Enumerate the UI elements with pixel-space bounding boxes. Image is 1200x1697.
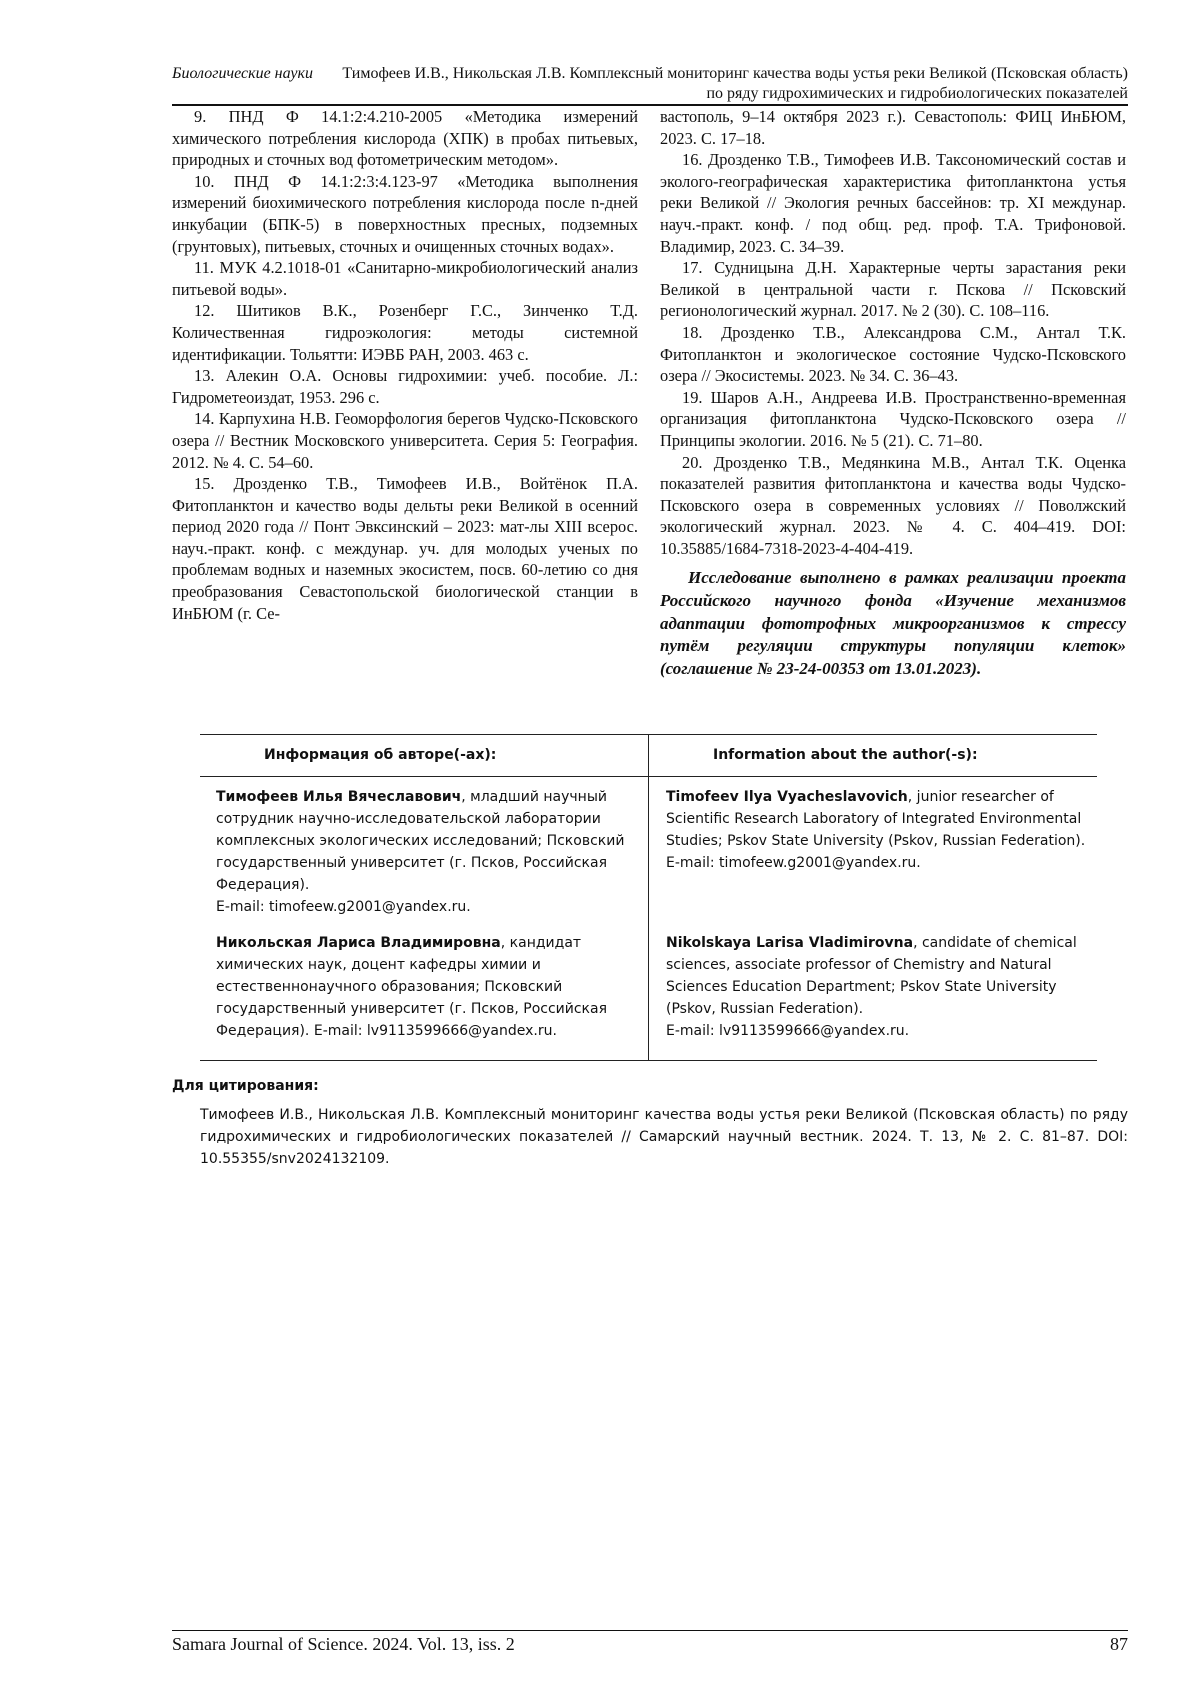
reference-19: 19. Шаров А.Н., Андреева И.В. Пространственно-временная организация фитопланктона Чудско-Псковского озера // Принципы экологии. 2016. № 5 (21). С. 71–80. [660, 387, 1126, 450]
running-header-title: Тимофеев И.В., Никольская Л.В. Комплексный мониторинг качества воды устья реки Великой (Псковская область) по ряду гидрохимических и гидробиологических показателей [342, 65, 1128, 102]
author-en-1 [666, 786, 1086, 874]
author-en-2 [666, 932, 1086, 1042]
author-details: , candidate of chemical sciences, associate professor of Chemistry and Natural Sciences Education Department; Pskov State University (Pskov, Russian Federation). [666, 935, 1077, 1017]
reference-10: 10. ПНД Ф 14.1:2:3:4.123-97 «Методика выполнения измерений биохимического потребления кислорода после n-дней инкубации (БПК-5) в поверхностных пресных, подземных (грунтовых), питьевых, сточных и очищенных сточных водах». [172, 171, 638, 256]
reference-20: 20. Дрозденко Т.В., Медянкина М.В., Антал Т.К. Оценка показателей развития фитопланктона и качества воды Чудско-Псковского озера в современных условиях // Поволжский экологический журнал. 2023. № 4. С. 404–419. DOI: 10.35885/1684-7318-2023-4-404-419. [660, 452, 1126, 558]
reference-14: 14. Карпухина Н.В. Геоморфология берегов Чудско-Псковского озера // Вестник Московского университета. Серия 5: География. 2012. № 4. С. 54–60. [172, 409, 638, 472]
reference-17: 17. Судницына Д.Н. Характерные черты зарастания реки Великой в центральной части г. Пскова // Псковский регионологический журнал. 2017. № 2 (30). С. 108–116. [660, 258, 1126, 321]
author-name: Тимофеев Илья Вячеславович [216, 789, 462, 805]
footer-divider [172, 1630, 1128, 1631]
author-info-table [200, 734, 1097, 1060]
running-header-section: Биологические науки [172, 65, 313, 82]
reference-18: 18. Дрозденко Т.В., Александрова С.М., Антал Т.К. Фитопланктон и экологическое состояние Чудско-Псковского озера // Экосистемы. 2023. № 34. С. 36–43. [660, 322, 1126, 386]
author-ru-1 [216, 786, 636, 918]
table-bottom-rule [200, 1060, 1097, 1061]
reference-15: 15. Дрозденко Т.В., Тимофеев И.В., Войтёнок П.А. Фитопланктон и качество воды дельты реки Великой в осенний период 2020 года // Понт Эвксинский – 2023: мат-лы XIII всерос. науч.-практ. конф. с междунар. уч. для молодых ученых по проблемам водных и наземных экосистем, посв. 60-летию со дня преобразования Севастопольской биологической станции в ИнБЮМ (г. Се- [172, 474, 638, 623]
author-name: Timofeev Ilya Vyacheslavovich [666, 789, 908, 805]
author-email: E-mail: lv9113599666@yandex.ru. [666, 1023, 910, 1039]
author-info-header-en: Information about the author(-s): [713, 747, 978, 763]
author-email: E-mail: timofeew.g2001@yandex.ru. [216, 899, 471, 915]
footer-journal: Samara Journal of Science. 2024. Vol. 13, iss. 2 [172, 1634, 515, 1654]
author-ru-2 [216, 932, 636, 1042]
page-number: 87 [1110, 1634, 1128, 1654]
reference-12: 12. Шитиков В.К., Розенберг Г.С., Зинченко Т.Д. Количественная гидроэкология: методы системной идентификации. Тольятти: ИЭВБ РАН, 2003. 463 с. [172, 301, 638, 364]
reference-16: 16. Дрозденко Т.В., Тимофеев И.В. Таксономический состав и эколого-географическая характеристика фитопланктона устья реки Великой // Экология речных бассейнов: тр. XI междунар. науч.-практ. конф. / под общ. ред. проф. Т.А. Трифоновой. Владимир, 2023. С. 34–39. [660, 150, 1126, 256]
citation-label: Для цитирования: [172, 1078, 319, 1094]
author-name: Никольская Лариса Владимировна [216, 935, 501, 951]
references-left-column [172, 106, 638, 624]
reference-15-continued: вастополь, 9–14 октября 2023 г.). Севастополь: ФИЦ ИнБЮМ, 2023. С. 17–18. [660, 107, 1126, 148]
citation-text: Тимофеев И.В., Никольская Л.В. Комплексный мониторинг качества воды устья реки Великой (Псковская область) по ряду гидрохимических и гидробиологических показателей // Самарский научный вестник. 2024. Т. 13, № 2. С. 81–87. DOI: 10.55355/snv2024132109. [200, 1107, 1128, 1167]
references-right-column [660, 106, 1126, 697]
funding-note: Исследование выполнено в рамках реализации проекта Российского научного фонда «Изучение механизмов адаптации фототрофных микроорганизмов к стрессу путём регуляции структуры популяции клеток» (соглашение № 23-24-00353 от 13.01.2023). [660, 568, 1126, 678]
author-email: E-mail: timofeew.g2001@yandex.ru. [666, 855, 921, 871]
author-name: Nikolskaya Larisa Vladimirovna [666, 935, 914, 951]
author-info-header-ru: Информация об авторе(-ах): [264, 747, 497, 763]
reference-11: 11. МУК 4.2.1018-01 «Санитарно-микробиологический анализ питьевой воды». [172, 258, 638, 299]
reference-13: 13. Алекин О.А. Основы гидрохимии: учеб. пособие. Л.: Гидрометеоиздат, 1953. 296 с. [172, 366, 638, 407]
table-column-divider [648, 734, 649, 1060]
reference-9: 9. ПНД Ф 14.1:2:4.210-2005 «Методика измерений химического потребления кислорода (ХПК) в пробах питьевых, природных и сточных вод фотометрическим методом». [172, 107, 638, 170]
author-details: , junior researcher of Scientific Research Laboratory of Integrated Environmental Studies; Pskov State University (Pskov, Russian Federation). [666, 789, 1086, 849]
author-email: E-mail: lv9113599666@yandex.ru. [313, 1023, 557, 1039]
author-details: , младший научный сотрудник научно-исследовательской лаборатории комплексных экологических исследований; Псковский государственный университет (г. Псков, Российская Федерация). [216, 789, 625, 893]
author-details: , кандидат химических наук, доцент кафедры химии и естественнонаучного образования; Псковский государственный университет (г. Псков, Российская Федерация). [216, 935, 608, 1039]
